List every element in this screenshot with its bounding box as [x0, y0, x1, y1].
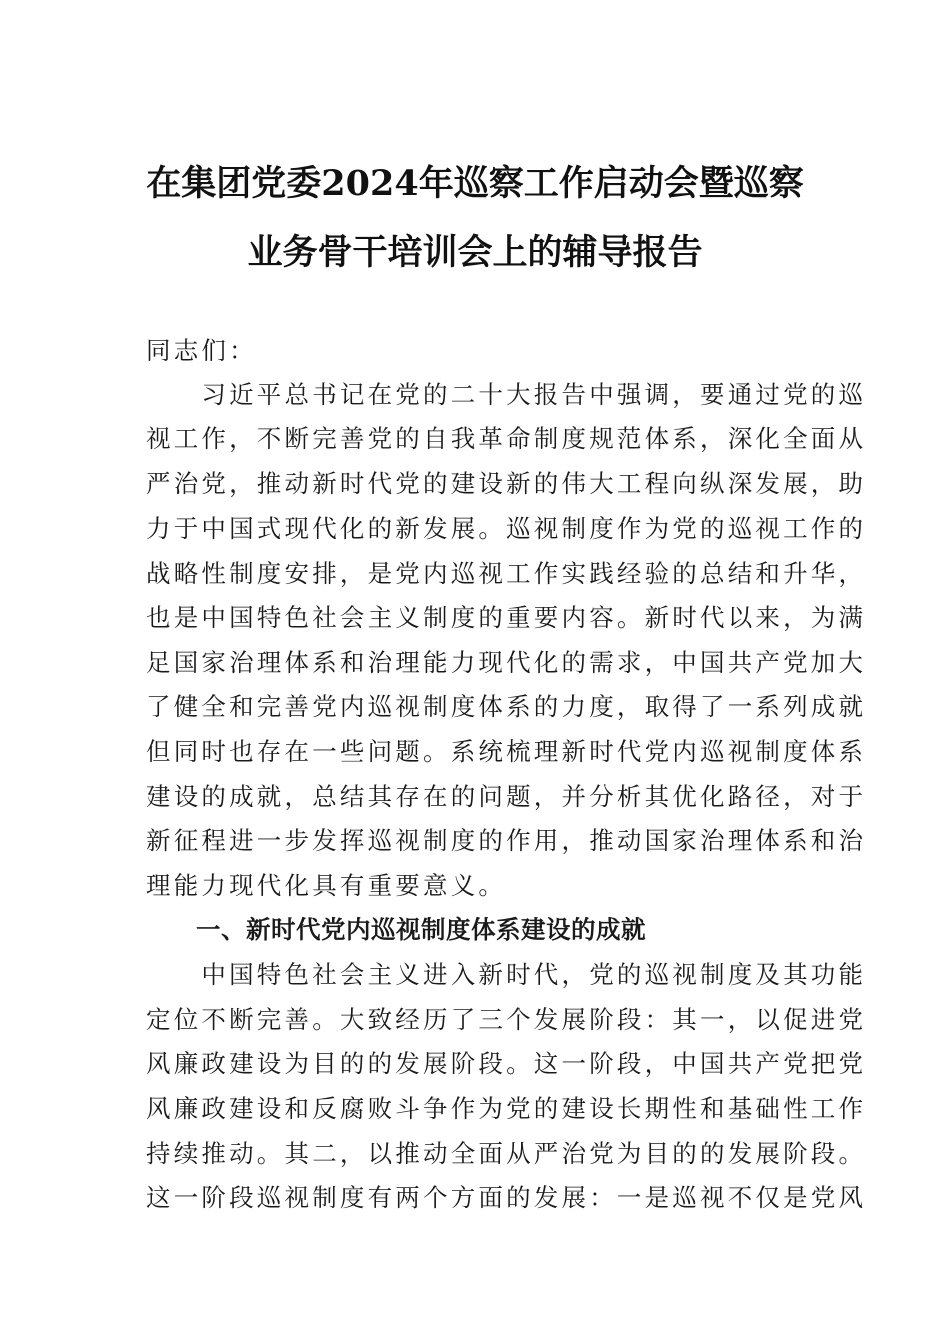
document-title-line-2: 业务骨干培训会上的辅导报告: [247, 232, 703, 273]
paragraph-line: 也是中国特色社会主义制度的重要内容。新时代以来，为满: [146, 603, 867, 632]
salutation: 同志们：: [146, 336, 257, 365]
paragraph-line: 视工作，不断完善党的自我革命制度规范体系，深化全面从: [146, 424, 867, 453]
paragraph-line: 建设的成就，总结其存在的问题，并分析其优化路径，对于: [146, 782, 867, 811]
section-heading-1: 一、新时代党内巡视制度体系建设的成就: [146, 915, 646, 944]
paragraph-line: 中国特色社会主义进入新时代，党的巡视制度及其功能: [146, 960, 867, 989]
paragraph-line: 力于中国式现代化的新发展。巡视制度作为党的巡视工作的: [146, 514, 867, 543]
paragraph-line: 理能力现代化具有重要意义。: [146, 871, 507, 900]
paragraph-line: 风廉政建设和反腐败斗争作为党的建设长期性和基础性工作: [146, 1094, 867, 1123]
paragraph-line: 了健全和完善党内巡视制度体系的力度，取得了一系列成就: [146, 692, 867, 721]
paragraph-line: 定位不断完善。大致经历了三个发展阶段：其一，以促进党: [146, 1005, 867, 1034]
paragraph-line: 风廉政建设为目的的发展阶段。这一阶段，中国共产党把党: [146, 1049, 867, 1078]
paragraph-line: 但同时也存在一些问题。系统梳理新时代党内巡视制度体系: [146, 737, 867, 766]
paragraph-line: 新征程进一步发挥巡视制度的作用，推动国家治理体系和治: [146, 826, 867, 855]
document-title-line-1: 在集团党委2024年巡察工作启动会暨巡察: [146, 163, 804, 204]
paragraph-line: 持续推动。其二，以推动全面从严治党为目的的发展阶段。: [146, 1139, 867, 1168]
paragraph-line: 习近平总书记在党的二十大报告中强调，要通过党的巡: [146, 380, 867, 409]
paragraph-line: 足国家治理体系和治理能力现代化的需求，中国共产党加大: [146, 648, 867, 677]
paragraph-line: 严治党，推动新时代党的建设新的伟大工程向纵深发展，助: [146, 469, 867, 498]
paragraph-line: 这一阶段巡视制度有两个方面的发展：一是巡视不仅是党风: [146, 1183, 867, 1212]
paragraph-line: 战略性制度安排，是党内巡视工作实践经验的总结和升华，: [146, 559, 867, 588]
